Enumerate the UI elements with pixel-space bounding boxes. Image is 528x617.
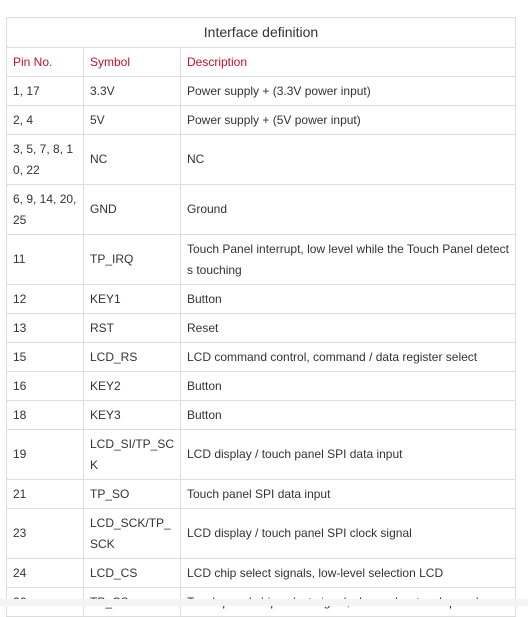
symbol-cell: TP_IRQ [84,235,181,285]
table-title: Interface definition [7,18,516,48]
pin-cell: 12 [7,285,84,314]
description-cell: LCD display / touch panel SPI clock signal [181,509,516,559]
symbol-cell: LCD_SI/TP_SCK [84,430,181,480]
symbol-cell: LCD_SCK/TP_SCK [84,509,181,559]
symbol-cell: 5V [84,106,181,135]
symbol-cell: KEY3 [84,401,181,430]
table-row [7,235,516,285]
page-bottom-strip [0,599,528,606]
table-row [7,77,516,106]
description-cell: LCD chip select signals, low-level selection LCD [181,559,516,588]
column-header-row [7,48,516,77]
table-row [7,480,516,509]
description-cell: Button [181,285,516,314]
interface-definition-table [6,17,516,617]
symbol-cell: NC [84,135,181,185]
symbol-cell: TP_SO [84,480,181,509]
interface-table-container [6,17,515,617]
description-cell: Button [181,401,516,430]
header-description: Description [181,48,516,77]
pin-cell: 2, 4 [7,106,84,135]
table-row [7,314,516,343]
table-row [7,135,516,185]
description-cell: NC [181,135,516,185]
description-cell: Ground [181,185,516,235]
description-cell: Power supply + (5V power input) [181,106,516,135]
pin-cell: 15 [7,343,84,372]
pin-cell: 1, 17 [7,77,84,106]
symbol-cell: LCD_RS [84,343,181,372]
table-row [7,509,516,559]
table-row [7,559,516,588]
pin-cell: 18 [7,401,84,430]
pin-cell: 13 [7,314,84,343]
symbol-cell: GND [84,185,181,235]
pin-cell: 16 [7,372,84,401]
pin-cell: 6, 9, 14, 20, 25 [7,185,84,235]
table-row [7,343,516,372]
description-cell: Touch panel SPI data input [181,480,516,509]
pin-cell: 3, 5, 7, 8, 10, 22 [7,135,84,185]
symbol-cell: RST [84,314,181,343]
description-cell: Reset [181,314,516,343]
table-row [7,401,516,430]
pin-cell: 23 [7,509,84,559]
header-pin-no: Pin No. [7,48,84,77]
table-row [7,430,516,480]
pin-cell: 19 [7,430,84,480]
table-row [7,372,516,401]
pin-cell: 11 [7,235,84,285]
header-symbol: Symbol [84,48,181,77]
symbol-cell: 3.3V [84,77,181,106]
table-row [7,185,516,235]
table-row [7,285,516,314]
description-cell: Touch Panel interrupt, low level while the Touch Panel detects touching [181,235,516,285]
description-cell: Power supply + (3.3V power input) [181,77,516,106]
pin-cell: 24 [7,559,84,588]
description-cell: LCD command control, command / data register select [181,343,516,372]
description-cell: LCD display / touch panel SPI data input [181,430,516,480]
symbol-cell: LCD_CS [84,559,181,588]
pin-cell: 21 [7,480,84,509]
symbol-cell: KEY2 [84,372,181,401]
table-title-row [7,18,516,48]
symbol-cell: KEY1 [84,285,181,314]
description-cell: Button [181,372,516,401]
table-row [7,106,516,135]
